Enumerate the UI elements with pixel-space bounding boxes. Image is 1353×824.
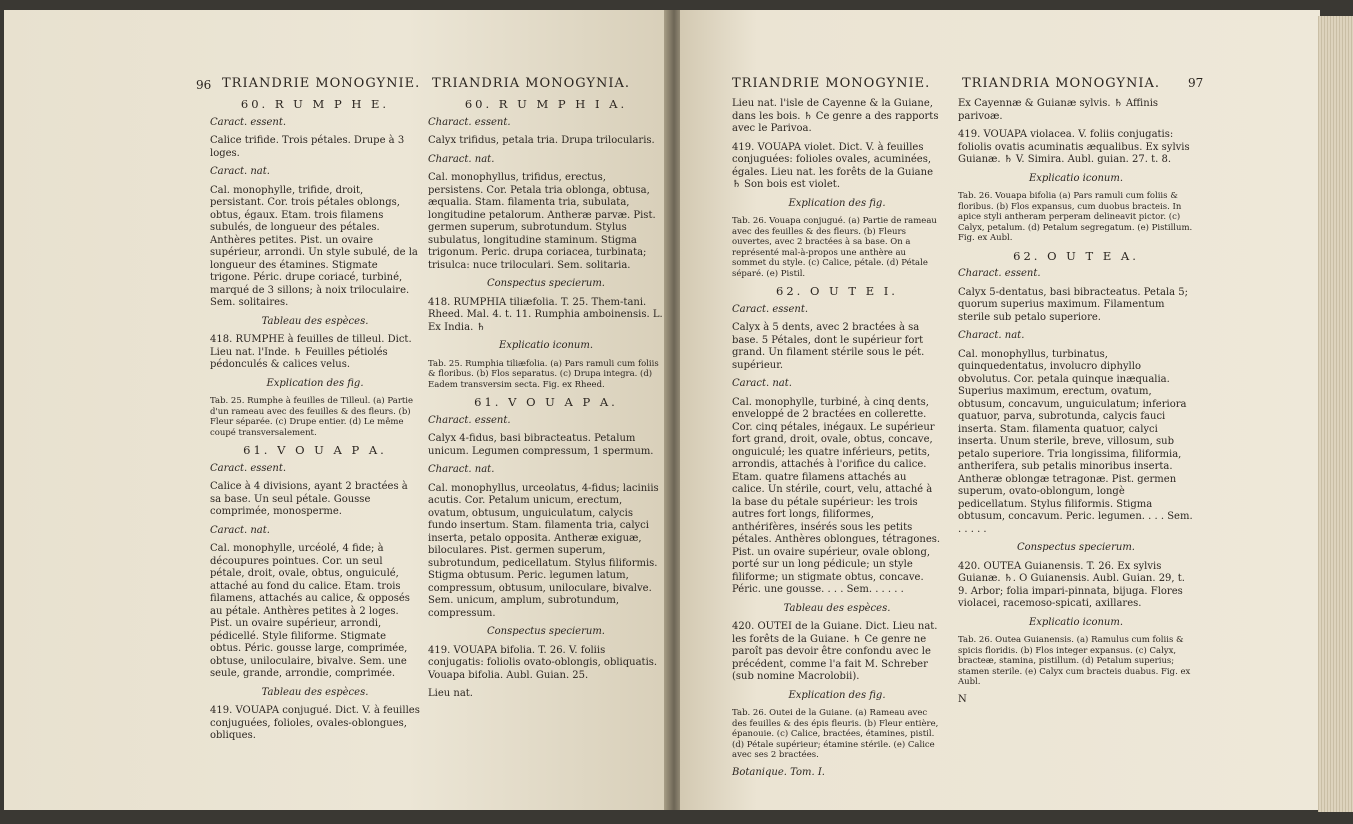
text-paragraph: Caract. essent. — [732, 303, 809, 315]
text-paragraph: 419. VOUAPA violet. Dict. V. à feuilles conjuguées: folioles ovales, acuminées, égales. Lieu nat. les forêts de la Guiane ♄ Son bois est violet. — [732, 141, 934, 190]
left-header-la: TRIANDRIA MONOGYNIA. — [432, 76, 630, 91]
text-paragraph: 60. R U M P H E. — [240, 97, 390, 111]
text-paragraph: Tableau des espèces. — [261, 686, 369, 698]
text-paragraph: 420. OUTEI de la Guiane. Dict. Lieu nat. les forêts de la Guiane. ♄ Ce genre ne paroît pas devoir être confondu avec le précédent, comme l'a fait M. Schreber (sub nomine Macrolobii). — [732, 621, 938, 682]
text-paragraph: N — [958, 693, 967, 705]
text-paragraph: Cal. monophyllus, turbinatus, quinquedentatus, involucro diphyllo obvolutus. Cor. petala quinque inæqualia. Superius maximum, erectum, ovatum, obtusum, concavum, unguiculatum; inferiora quatuor, parva, subrotunda, calycis fauci inserta. Stam. filamenta quatuor, calyci inserta. Unum sterile, breve, villosum, sub petalo superiore. Tria longissima, filiformia, antherifera, sub petalis minoribus inserta. Antheræ oblongæ tetragonæ. Pist. germen superum, ovato-oblongum, longè pedicellatum. Stylus filiformis. Stigma obtusum, concavum. Peric. legumen. . . . Sem. . . . . . — [958, 348, 1193, 535]
text-paragraph: Tab. 26. Vouapa conjugué. (a) Partie de rameau avec des feuilles & des fleurs. (b) Fleurs ouvertes, avec 2 bractées à sa base. On a représenté mal-à-propos une anthère au sommet du style. (c) Calice, pétale. (d) Pétale séparé. (e) Pistil. — [732, 216, 937, 279]
page-edges — [1318, 16, 1353, 812]
text-paragraph: 418. RUMPHE à feuilles de tilleul. Dict. Lieu nat. l'Inde. ♄ Feuilles pétiolés pédonculés & calices velus. — [210, 334, 412, 370]
text-paragraph: Explication des fig. — [788, 689, 886, 701]
text-paragraph: Cal. monophyllus, urceolatus, 4-fidus; laciniis acutis. Cor. Petalum unicum, erectum, ovatum, obtusum, unguiculatum, calycis fundo insertum. Stam. filamenta tria, calyci inserta, petalo opposita. Antheræ exiguæ, biloculares. Pist. germen superum, subrotundum, pedicellatum. Stylus filiformis. Stigma obtusum. Peric. legumen latum, compressum, obtusum, uniloculare, bivalve. Sem. unicum, amplum, subrotundum, compressum. — [428, 482, 659, 619]
text-paragraph: Conspectus specierum. — [487, 626, 605, 637]
text-paragraph: 61. V O U A P A. — [243, 443, 387, 457]
text-paragraph: 62. O U T E I. — [776, 284, 898, 298]
text-paragraph: Charact. essent. — [428, 414, 511, 426]
text-paragraph: Cal. monophylle, turbiné, à cinq dents, enveloppé de 2 bractées en collerette. Cor. cinq pétales, inégaux. Le supérieur fort grand, droit, ovale, obtus, concave, onguiculé; les quatre inférieurs, petits, arrondis, attachés à l'orifice du calice. Etam. quatre filamens attachés au calice. Un stérile, court, velu, attaché à la base du pétale supérieur: les trois autres fort longs, filiformes, anthérifères, insérés sous les petits pétales. Anthères oblongues, tétragones. Pist. un ovaire supérieur, ovale oblong, porté sur un long pédicule; un style filiforme; un stigmate obtus, concave. Péric. une gousse. . . . Sem. . . . . . — [732, 396, 941, 595]
text-paragraph: Tableau des espèces. — [783, 602, 891, 614]
text-paragraph: Calice trifide. Trois pétales. Drupe à 3 loges. — [210, 135, 405, 159]
text-paragraph: Conspectus specierum. — [1017, 542, 1135, 553]
right-header-la: TRIANDRIA MONOGYNIA. — [962, 76, 1160, 91]
text-paragraph: Calyx 5-dentatus, basi bibracteatus. Petala 5; quorum superius maximum. Filamentum sterile sub petalo superiore. — [958, 286, 1189, 323]
text-paragraph: Lieu nat. — [428, 688, 473, 699]
text-paragraph: Calyx trifidus, petala tria. Drupa trilocularis. — [428, 135, 655, 146]
text-paragraph: Caract. nat. — [210, 524, 270, 536]
text-paragraph: Tab. 26. Outea Guianensis. (a) Ramulus cum foliis & spicis floridis. (b) Flos integer expansus. (c) Calyx, bracteæ, stamina, pistillum. (d) Petalum superius; stamen sterile. (e) Calyx cum bracteis duabus. Fig. ex Aubl. — [958, 635, 1191, 687]
text-paragraph: 418. RUMPHIA tiliæfolia. T. 25. Them-tani. Rheed. Mal. 4. t. 11. Rumphia amboinensis. L. Ex India. ♄ — [428, 296, 663, 333]
text-paragraph: Charact. essent. — [958, 268, 1041, 279]
right-fr-column — [732, 98, 942, 785]
text-paragraph: Caract. nat. — [732, 378, 792, 389]
text-paragraph: Tableau des espèces. — [261, 315, 369, 327]
text-paragraph: Cal. monophylle, urcéolé, 4 fide; à découpures pointues. Cor. un seul pétale, droit, ovale, obtus, onguiculé, attaché au fond du calice. Etam. trois filamens, attachés au calice, & opposés au pétale. Anthères petites à 2 loges. Pist. un ovaire supérieur, arrondi, pédicellé. Style filiforme. Stigmate obtus. Péric. gousse large, comprimée, obtuse, uniloculaire, bivalve. Sem. une seule, grande, arrondie, comprimée. — [210, 543, 410, 679]
text-paragraph: 419. VOUAPA violacea. V. foliis conjugatis: foliolis ovatis acuminatis æqualibus. Ex sylvis Guianæ. ♄ V. Simira. Aubl. guian. 27. t. 8. — [958, 129, 1190, 165]
text-paragraph: 61. V O U A P A. — [474, 395, 618, 409]
text-paragraph: 419. VOUAPA bifolia. T. 26. V. foliis conjugatis: foliolis ovato-oblongis, obliquatis. Vouapa bifolia. Aubl. Guian. 25. — [428, 644, 658, 681]
text-paragraph: Charact. nat. — [428, 153, 495, 165]
text-paragraph: Botanique. Tom. I. — [732, 766, 825, 778]
left-header-fr: TRIANDRIE MONOGYNIE. — [222, 76, 421, 91]
text-paragraph: Charact. nat. — [958, 330, 1025, 341]
text-paragraph: 62. O U T E A. — [1013, 248, 1139, 263]
text-paragraph: Tab. 25. Rumphia tiliæfolia. (a) Pars ramuli cum foliis & floribus. (b) Flos separatus. (c) Drupa integra. (d) Eadem transversim secta. Fig. ex Rheed. — [428, 358, 659, 390]
text-paragraph: Explicatio iconum. — [1028, 172, 1124, 184]
text-paragraph: Charact. nat. — [428, 464, 495, 475]
text-paragraph: Caract. essent. — [210, 116, 287, 128]
left-page-number: 96 — [196, 78, 212, 92]
text-paragraph: Cal. monophylle, trifide, droit, persistant. Cor. trois pétales oblongs, obtus, égaux. Etam. trois filamens subulés, de longueur des pétales. Anthères petites. Pist. un ovaire supérieur, arrondi. Un style subulé, de la longueur des étamines. Stigmate trigone. Péric. drupe coriacé, turbiné, marqué de 3 sillons; à noix triloculaire. Sem. solitaires. — [210, 184, 418, 308]
right-header-fr: TRIANDRIE MONOGYNIE. — [732, 76, 931, 91]
text-paragraph: Tab. 26. Vouapa bifolia (a) Pars ramuli cum foliis & floribus. (b) Flos expansus, cum duobus bracteis. In apice styli antheram perperam delineavit pictor. (c) Calyx, petalum. (d) Petalum segregatum. (e) Pistillum. Fig. ex Aubl. — [958, 191, 1193, 243]
right-la-column — [958, 98, 1194, 712]
right-page-number: 97 — [1188, 76, 1204, 90]
text-paragraph: Explication des fig. — [788, 197, 886, 209]
text-paragraph: 419. VOUAPA conjugué. Dict. V. à feuilles conjuguées, folioles, ovales-oblongues, obliques. — [210, 705, 420, 741]
text-paragraph: Caract. essent. — [210, 462, 287, 474]
text-paragraph: Explicatio iconum. — [1028, 616, 1124, 628]
text-paragraph: Explicatio iconum. — [498, 340, 594, 351]
text-paragraph: 420. OUTEA Guianensis. T. 26. Ex sylvis Guianæ. ♄. O Guianensis. Aubl. Guian. 29, t. 9. Arbor; folia impari-pinnata, bijuga. Flores violacei, racemoso-spicati, axillares. — [958, 560, 1185, 609]
text-paragraph: Lieu nat. l'isle de Cayenne & la Guiane, dans les bois. ♄ Ce genre a des rapports avec le Parivoa. — [732, 98, 939, 134]
text-paragraph: Ex Cayennæ & Guianæ sylvis. ♄ Affinis parivoæ. — [958, 98, 1159, 122]
left-la-column — [428, 98, 664, 707]
text-paragraph: Conspectus specierum. — [487, 278, 605, 289]
text-paragraph: Tab. 26. Outei de la Guiane. (a) Rameau avec des feuilles & des épis fleuris. (b) Fleur entière, épanouie. (c) Calice, bractées, étamines, pistil. (d) Pétale supérieur; étamine stérile. (e) Calice avec ses 2 bractées. — [732, 708, 939, 760]
text-paragraph: Calyx à 5 dents, avec 2 bractées à sa base. 5 Pétales, dont le supérieur fort grand. Un filament stérile sous le pét. supérieur. — [732, 322, 925, 371]
text-paragraph: Tab. 25. Rumphe à feuilles de Tilleul. (a) Partie d'un rameau avec des feuilles & des fleurs. (b) Fleur séparée. (c) Drupe entier. (d) Le même coupé transversalement. — [210, 396, 414, 438]
text-paragraph: Charact. essent. — [428, 116, 511, 128]
text-paragraph: 60. R U M P H I A. — [464, 97, 628, 111]
left-fr-column — [210, 98, 420, 749]
text-paragraph: Caract. nat. — [210, 166, 270, 177]
text-paragraph: Cal. monophyllus, trifidus, erectus, persistens. Cor. Petala tria oblonga, obtusa, æqualia. Stam. filamenta tria, subulata, longitudine petalorum. Antheræ parvæ. Pist. germen superum, subrotundum. Stylus subulatus, longitudine staminum. Stigma trigonum. Peric. drupa coriacea, turbinata; trisulca: nuce triloculari. Sem. solitaria. — [428, 172, 656, 271]
text-paragraph: Calice à 4 divisions, ayant 2 bractées à sa base. Un seul pétale. Gousse comprimée, monosperme. — [210, 481, 408, 517]
text-paragraph: Calyx 4-fidus, basi bibracteatus. Petalum unicum. Legumen compressum, 1 spermum. — [428, 433, 654, 457]
text-paragraph: Explication des fig. — [266, 377, 364, 389]
